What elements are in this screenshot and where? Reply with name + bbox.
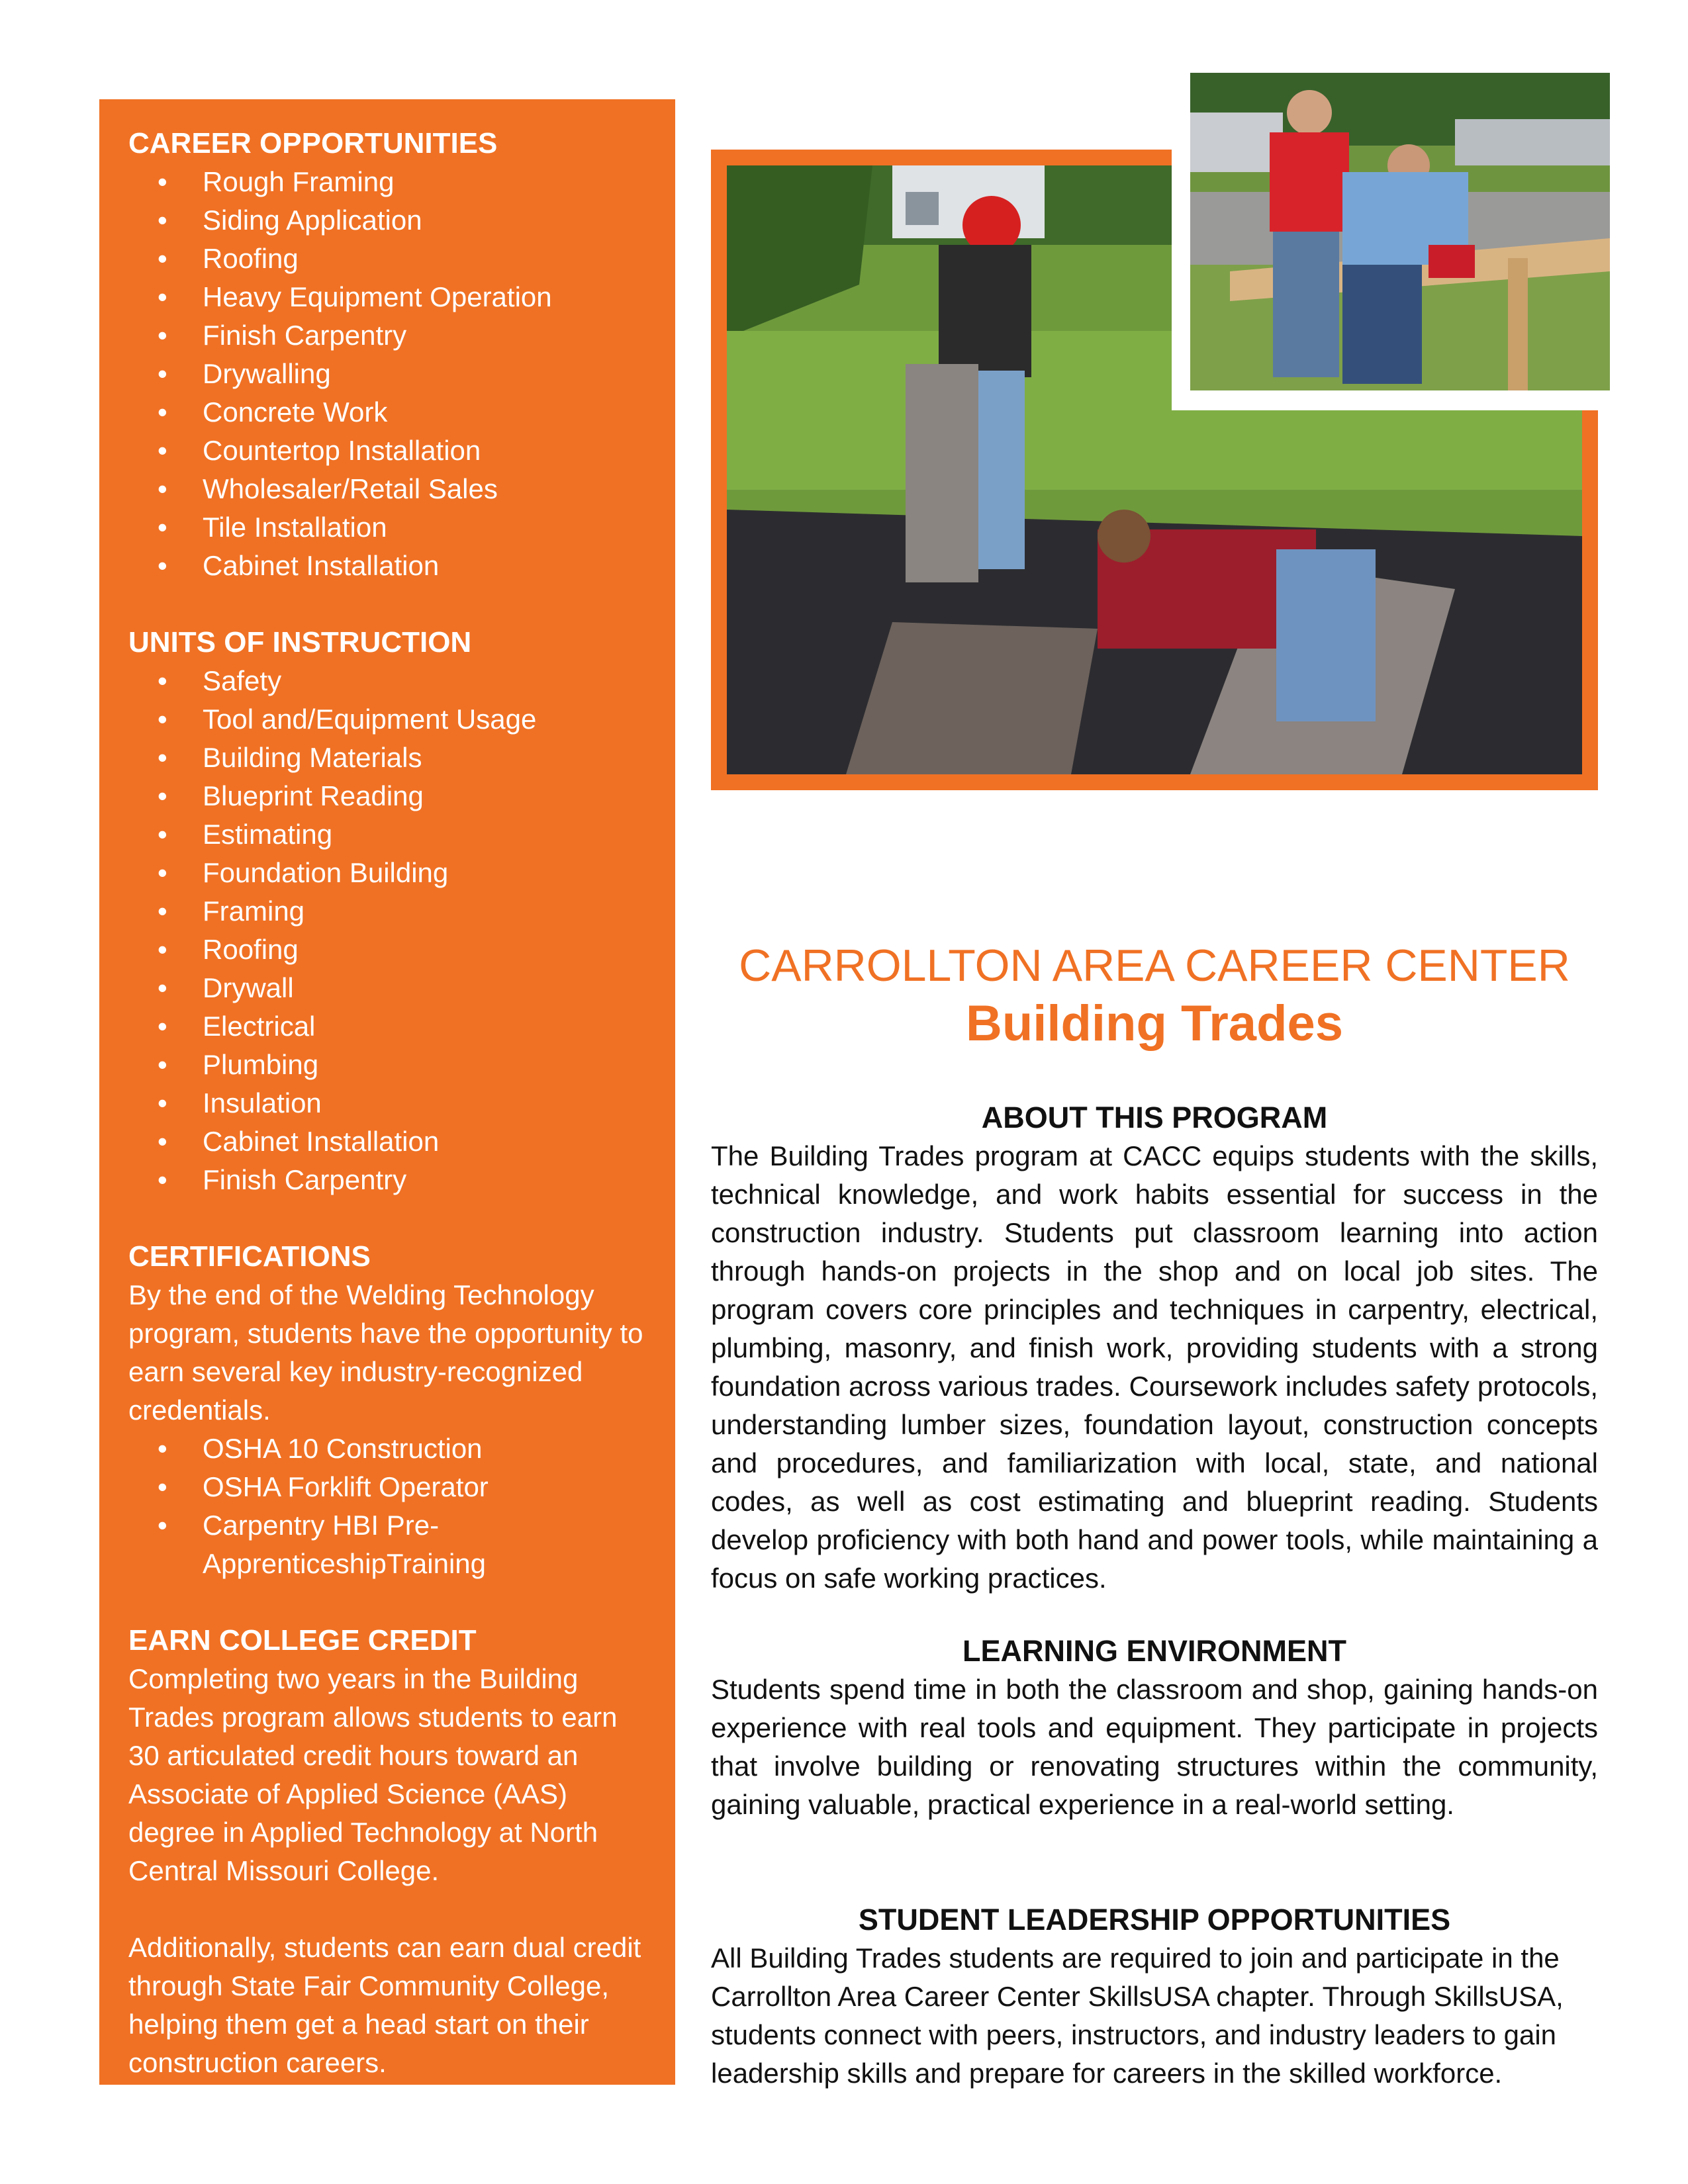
list-item-label: Tool and/Equipment Usage	[203, 704, 537, 735]
bullet-icon: •	[158, 281, 167, 312]
about-body: The Building Trades program at CACC equips students with the skills, technical knowledge, and work habits essential for success in the construction industry. Students put classroom learning into action through hands-on projects in the shop and on local job sites. The program covers core principles and techniques in carpentry, electrical, plumbing, masonry, and finish work, providing students with a strong foundation across various trades. Coursework includes safety protocols, understanding lumber sizes, foundation layout, construction concepts and procedures, and familiarization with local, state, and national codes, as well as cost estimating and blueprint reading. Students develop proficiency with both hand and power tools, while maintaining a focus on safe working practices.	[711, 1140, 1598, 1594]
list-item-label: Finish Carpentry	[203, 320, 407, 351]
college-credit-paragraph-1: Completing two years in the Building Trades program allows students to earn 30 articulated credit hours toward an Associate of Applied Science (AAS) degree in Applied Technology at North Central Missouri College.	[128, 1663, 618, 1886]
list-item-label: Framing	[203, 895, 305, 927]
sidebar-panel	[99, 99, 675, 2085]
list-item	[128, 432, 649, 470]
list-item	[128, 1468, 649, 1506]
list-item-label: Drywall	[203, 972, 294, 1003]
certifications-heading: CERTIFICATIONS	[128, 1240, 371, 1273]
list-item-label: Siding Application	[203, 205, 422, 236]
student-leadership-heading: STUDENT LEADERSHIP OPPORTUNITIES	[858, 1903, 1451, 1936]
list-item-label: Wholesaler/Retail Sales	[203, 473, 498, 504]
student-leadership-body: All Building Trades students are required to join and participate in the Carrollton Area Career Center SkillsUSA chapter. Through SkillsUSA, students connect with peers, instructors, and industry leaders to gain leadership skills and prepare for careers in the skilled workforce.	[711, 1942, 1564, 2089]
bullet-icon: •	[158, 1011, 167, 1042]
list-item-label: Electrical	[203, 1011, 316, 1042]
bullet-icon: •	[158, 1433, 167, 1464]
learning-environment-heading: LEARNING ENVIRONMENT	[962, 1634, 1346, 1668]
career-opportunities-list	[128, 163, 649, 585]
list-item	[128, 854, 649, 892]
bullet-icon: •	[158, 704, 167, 735]
saw-cutting-photo	[1190, 73, 1610, 390]
list-item	[128, 662, 649, 700]
career-opportunities-heading: CAREER OPPORTUNITIES	[128, 127, 498, 159]
college-credit-heading: EARN COLLEGE CREDIT	[128, 1624, 477, 1657]
list-item	[128, 547, 649, 585]
bullet-icon: •	[158, 972, 167, 1003]
list-item-label: Estimating	[203, 819, 333, 850]
list-item	[128, 240, 649, 278]
certifications-intro: By the end of the Welding Technology program, students have the opportunity to earn several key industry-recognized credentials.	[128, 1279, 643, 1426]
list-item-label: OSHA 10 Construction	[203, 1433, 483, 1464]
list-item	[128, 1506, 649, 1583]
list-item	[128, 508, 649, 547]
list-item-label: Roofing	[203, 934, 299, 965]
bullet-icon: •	[158, 435, 167, 466]
list-item	[128, 470, 649, 508]
list-item	[128, 201, 649, 240]
bullet-icon: •	[158, 780, 167, 811]
bullet-icon: •	[158, 1126, 167, 1157]
list-item	[128, 700, 649, 739]
list-item	[128, 892, 649, 931]
list-item-label: Drywalling	[203, 358, 331, 389]
units-of-instruction-list	[128, 662, 649, 1199]
list-item-label: Tile Installation	[203, 512, 387, 543]
list-item	[128, 969, 649, 1007]
bullet-icon: •	[158, 1164, 167, 1195]
list-item	[128, 355, 649, 393]
list-item	[128, 316, 649, 355]
units-of-instruction-heading: UNITS OF INSTRUCTION	[128, 626, 472, 659]
bullet-icon: •	[158, 819, 167, 850]
bullet-icon: •	[158, 665, 167, 696]
bullet-icon: •	[158, 243, 167, 274]
list-item	[128, 393, 649, 432]
bullet-icon: •	[158, 742, 167, 773]
list-item-label: Heavy Equipment Operation	[203, 281, 552, 312]
bullet-icon: •	[158, 934, 167, 965]
bullet-icon: •	[158, 895, 167, 927]
bullet-icon: •	[158, 1510, 167, 1541]
about-section	[711, 1099, 1598, 1598]
bullet-icon: •	[158, 512, 167, 543]
learning-environment-body: Students spend time in both the classroom and shop, gaining hands-on experience with real tools and equipment. They participate in projects that involve building or renovating structures within the community, gaining valuable, practical experience in a real-world setting.	[711, 1674, 1598, 1820]
list-item	[128, 1046, 649, 1084]
list-item	[128, 815, 649, 854]
college-credit-paragraph-2: Additionally, students can earn dual credit through State Fair Community College, helping them get a head start on their construction careers.	[128, 1932, 641, 2078]
list-item	[128, 1007, 649, 1046]
bullet-icon: •	[158, 1471, 167, 1502]
list-item-label: OSHA Forklift Operator	[203, 1471, 489, 1502]
list-item-label: Building Materials	[203, 742, 422, 773]
bullet-icon: •	[158, 166, 167, 197]
list-item	[128, 739, 649, 777]
list-item	[128, 777, 649, 815]
learning-environment-section	[711, 1632, 1598, 1824]
list-item-label: Carpentry HBI Pre-ApprenticeshipTraining	[203, 1510, 487, 1579]
list-item-label: Concrete Work	[203, 396, 388, 428]
list-item-label: Safety	[203, 665, 282, 696]
list-item	[128, 278, 649, 316]
list-item-label: Plumbing	[203, 1049, 319, 1080]
list-item	[128, 1084, 649, 1122]
certifications-list	[128, 1430, 649, 1583]
list-item-label: Insulation	[203, 1087, 322, 1118]
bullet-icon: •	[158, 205, 167, 236]
about-heading: ABOUT THIS PROGRAM	[981, 1101, 1328, 1134]
program-name: Building Trades	[965, 995, 1344, 1052]
title-block	[711, 937, 1598, 1054]
list-item-label: Blueprint Reading	[203, 780, 424, 811]
bullet-icon: •	[158, 473, 167, 504]
list-item	[128, 163, 649, 201]
list-item	[128, 1430, 649, 1468]
list-item	[128, 931, 649, 969]
bullet-icon: •	[158, 1049, 167, 1080]
student-leadership-section	[711, 1901, 1598, 2093]
list-item	[128, 1161, 649, 1199]
list-item-label: Countertop Installation	[203, 435, 481, 466]
bullet-icon: •	[158, 320, 167, 351]
list-item-label: Rough Framing	[203, 166, 395, 197]
school-name: CARROLLTON AREA CAREER CENTER	[739, 940, 1570, 991]
list-item-label: Cabinet Installation	[203, 550, 440, 581]
list-item-label: Cabinet Installation	[203, 1126, 440, 1157]
list-item	[128, 1122, 649, 1161]
bullet-icon: •	[158, 1087, 167, 1118]
list-item-label: Foundation Building	[203, 857, 449, 888]
bullet-icon: •	[158, 857, 167, 888]
bullet-icon: •	[158, 396, 167, 428]
bullet-icon: •	[158, 550, 167, 581]
list-item-label: Roofing	[203, 243, 299, 274]
list-item-label: Finish Carpentry	[203, 1164, 407, 1195]
bullet-icon: •	[158, 358, 167, 389]
